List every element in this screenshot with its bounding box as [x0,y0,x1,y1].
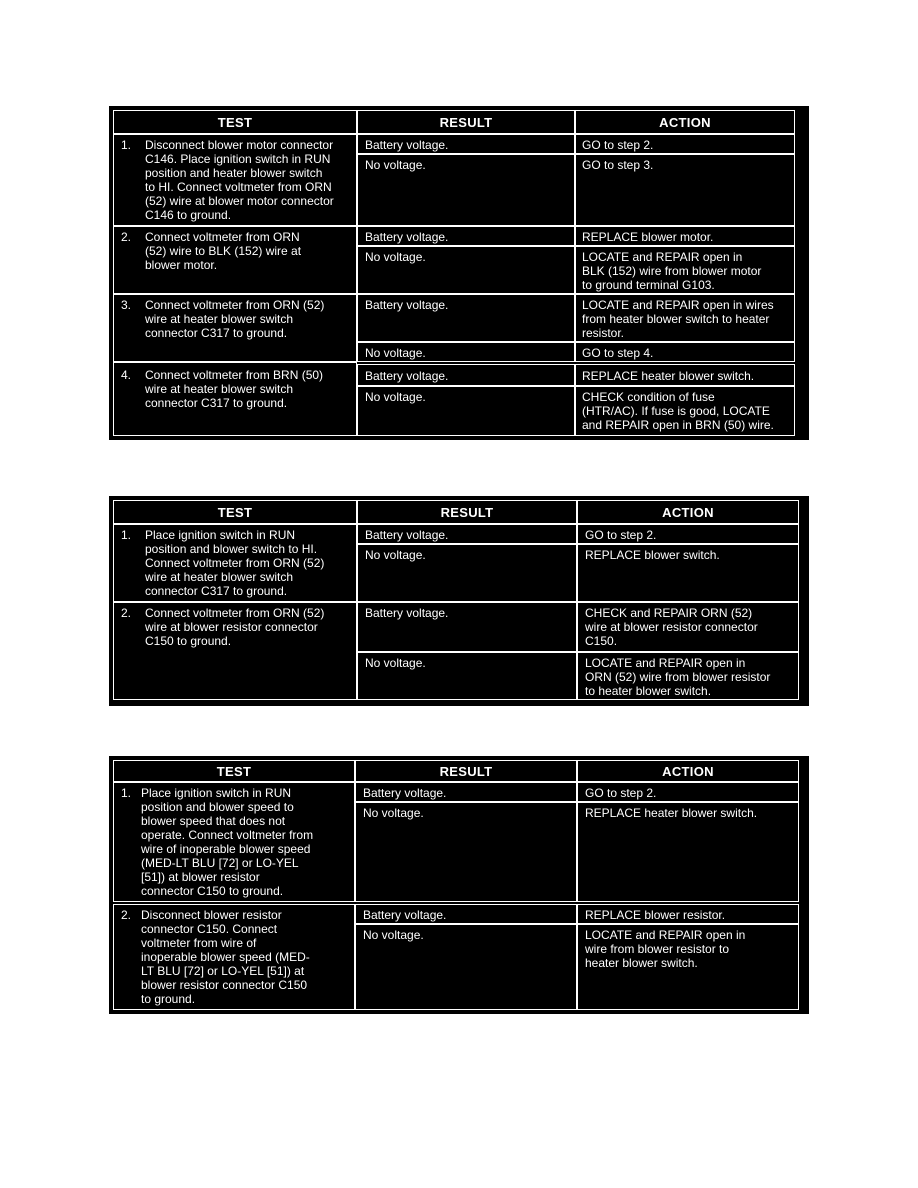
diagnostic-table-1 [109,106,809,440]
step-number: 1. [121,786,132,800]
step-number: 1. [121,528,132,542]
result-text: No voltage. [365,656,426,670]
header-test: TEST [217,114,253,130]
step-number: 2. [121,230,132,244]
diagnostic-table-3 [109,756,809,1014]
action-text: CHECK and REPAIR ORN (52) wire at blower resistor connector C150. [585,606,758,648]
action-text: REPLACE blower motor. [582,230,714,244]
header-action: ACTION [662,504,714,520]
test-instruction: Connect voltmeter from ORN (52) wire at heater blower switch connector C317 to ground. [145,298,325,340]
header-result: RESULT [439,114,493,130]
result-text: No voltage. [365,390,426,404]
test-instruction: Place ignition switch in RUN position and blower switch to HI. Connect voltmeter from ORN (52) wire at heater blower switch connector C317 to ground. [145,528,325,598]
step-number: 3. [121,298,132,312]
header-result: RESULT [440,504,494,520]
result-text: Battery voltage. [365,138,449,152]
test-instruction: Connect voltmeter from BRN (50) wire at heater blower switch connector C317 to ground. [145,368,324,410]
result-text: Battery voltage. [365,230,449,244]
step-number: 4. [121,368,132,382]
result-text: Battery voltage. [363,786,447,800]
result-text: No voltage. [365,346,426,360]
result-text: Battery voltage. [365,369,449,383]
action-text: GO to step 2. [585,528,657,542]
test-instruction: Place ignition switch in RUN position and blower speed to blower speed that does not operate. Connect voltmeter from wire of inoperable blower speed (MED-LT BLU [72] or LO-YEL [51]) at blower resistor connector C150 to ground. [141,786,314,898]
result-text: Battery voltage. [365,606,449,620]
test-instruction: Connect voltmeter from ORN (52) wire at blower resistor connector C150 to ground. [145,606,325,648]
result-text: Battery voltage. [365,298,449,312]
test-instruction: Disconnect blower motor connector C146. Place ignition switch in RUN position and heater blower switch to HI. Connect voltmeter from ORN (52) wire at blower motor connector C146 to ground. [145,138,334,222]
result-text: Battery voltage. [365,528,449,542]
result-text: Battery voltage. [363,908,447,922]
action-text: GO to step 2. [585,786,657,800]
result-text: No voltage. [365,548,426,562]
step-number: 2. [121,908,132,922]
step-number: 1. [121,138,132,152]
action-text: REPLACE heater blower switch. [582,369,755,383]
action-text: LOCATE and REPAIR open in wires from heater blower switch to heater resistor. [582,298,774,340]
diagnostic-table-2 [109,496,809,706]
result-text: No voltage. [363,806,424,820]
action-text: LOCATE and REPAIR open in BLK (152) wire from blower motor to ground terminal G103. [582,250,762,292]
test-instruction: Disconnect blower resistor connector C150. Connect voltmeter from wire of inoperable blower speed (MED- LT BLU [72] or LO-YEL [51]) at blower resistor connector C150 to ground. [141,908,310,1006]
header-test: TEST [216,763,252,779]
action-text: GO to step 2. [582,138,654,152]
action-text: LOCATE and REPAIR open in wire from blower resistor to heater blower switch. [585,928,746,970]
result-text: No voltage. [363,928,424,942]
result-text: No voltage. [365,250,426,264]
action-text: REPLACE blower resistor. [585,908,726,922]
action-text: GO to step 3. [582,158,654,172]
action-text: REPLACE heater blower switch. [585,806,758,820]
action-text: REPLACE blower switch. [585,548,720,562]
step-number: 2. [121,606,132,620]
header-action: ACTION [662,763,714,779]
result-text: No voltage. [365,158,426,172]
header-action: ACTION [659,114,711,130]
action-text: CHECK condition of fuse (HTR/AC). If fuse is good, LOCATE and REPAIR open in BRN (50) wire. [582,390,774,432]
action-text: LOCATE and REPAIR open in ORN (52) wire from blower resistor to heater blower switch. [585,656,771,698]
action-text: GO to step 4. [582,346,654,360]
header-result: RESULT [439,763,493,779]
header-test: TEST [217,504,253,520]
test-instruction: Connect voltmeter from ORN (52) wire to BLK (152) wire at blower motor. [145,230,302,272]
